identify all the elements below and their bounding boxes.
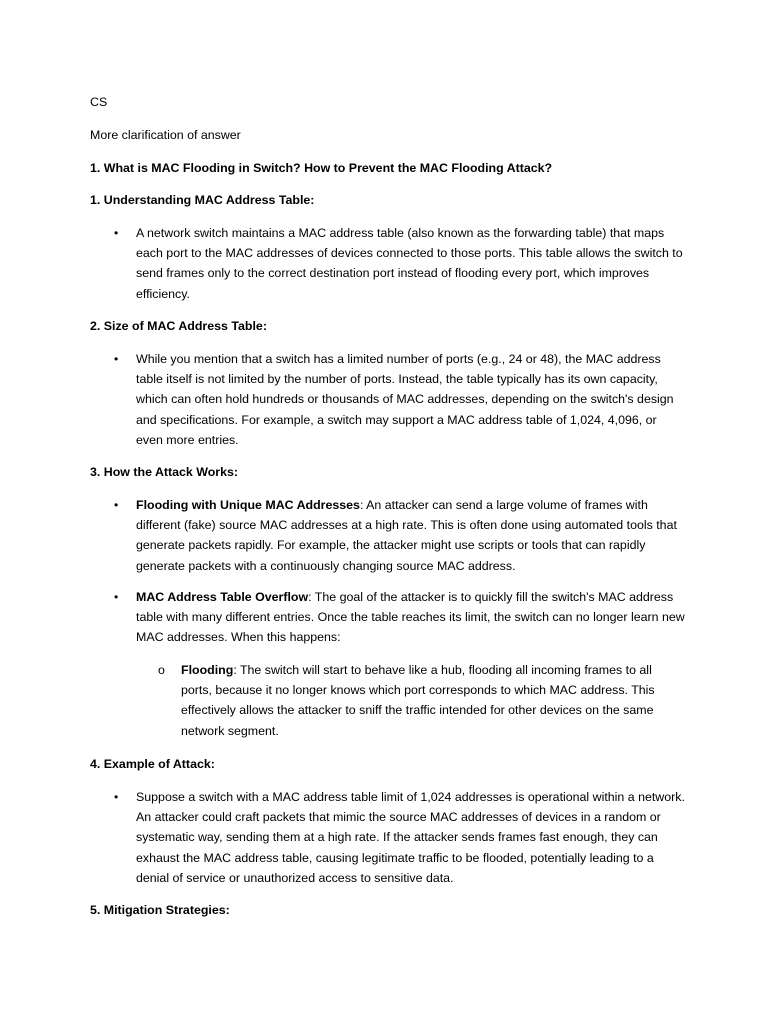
section-2-bullet: [90, 349, 690, 450]
subbullet-label: Flooding: [181, 663, 234, 677]
subbullet-body: : The switch will start to behave like a hub, flooding all incoming frames to all ports, because it no longer knows which port corresponds to which MAC address. This effectively allows the attacker to sniff the traffic intended for other devices on the same network segment.: [181, 663, 655, 738]
bullet-icon: •: [114, 590, 119, 604]
bullet-text: Suppose a switch with a MAC address table limit of 1,024 addresses is operational within a network. An attacker could craft packets that mimic the source MAC addresses of devices in a random or systematic way, sending them at a high rate. If the attacker sends frames fast enough, they can exhaust the MAC address table, causing legitimate traffic to be flooded, potentially leading to a denial of service or unauthorized access to sensitive data.: [136, 790, 685, 885]
section-3-bullet-1: [90, 495, 690, 576]
bullet-label: Flooding with Unique MAC Addresses: [136, 498, 360, 512]
section-3-heading: 3. How the Attack Works:: [90, 465, 239, 479]
section-3-bullet-2: [90, 587, 690, 648]
bullet-text: A network switch maintains a MAC address table (also known as the forwarding table) that maps each port to the MAC addresses of devices connected to those ports. This table allows the switch to send frames only to the correct destination port instead of flooding every port, which improves efficiency.: [136, 226, 683, 301]
bullet-icon: •: [114, 352, 119, 366]
question-title: 1. What is MAC Flooding in Switch? How to Prevent the MAC Flooding Attack?: [90, 161, 553, 175]
section-2-heading: 2. Size of MAC Address Table:: [90, 319, 267, 333]
bullet-text: [136, 587, 686, 648]
section-4-bullet: [90, 787, 690, 888]
section-4-heading: 4. Example of Attack:: [90, 757, 215, 771]
bullet-icon: •: [114, 790, 119, 804]
circle-bullet-icon: o: [158, 663, 165, 677]
bullet-body: : The goal of the attacker is to quickly fill the switch's MAC address table with many different entries. Once the table reaches its limit, the switch can no longer learn new MAC addresses. When this happens:: [136, 590, 685, 645]
section-1-bullet: [90, 223, 690, 304]
section-1-heading: 1. Understanding MAC Address Table:: [90, 193, 315, 207]
subbullet-text: [181, 660, 686, 741]
bullet-label: MAC Address Table Overflow: [136, 590, 309, 604]
subtitle: More clarification of answer: [90, 128, 241, 142]
bullet-text: While you mention that a switch has a limited number of ports (e.g., 24 or 48), the MAC address table itself is not limited by the number of ports. Instead, the table typically has its own capacity, which can often hold hundreds or thousands of MAC addresses, depending on the switch's design and specifications. For example, a switch may support a MAC address table of 1,024, 4,096, or even more entries.: [136, 352, 674, 447]
bullet-text: [136, 495, 686, 576]
section-3-subbullet: [90, 660, 690, 741]
bullet-icon: •: [114, 226, 119, 240]
section-5-heading: 5. Mitigation Strategies:: [90, 903, 230, 917]
bullet-icon: •: [114, 498, 119, 512]
bullet-body: : An attacker can send a large volume of frames with different (fake) source MAC addresses at a high rate. This is often done using automated tools that generate packets rapidly. For example, the attacker might use scripts or tools that can rapidly generate packets with a continuously changing source MAC address.: [136, 498, 677, 573]
course-label: CS: [90, 95, 108, 109]
